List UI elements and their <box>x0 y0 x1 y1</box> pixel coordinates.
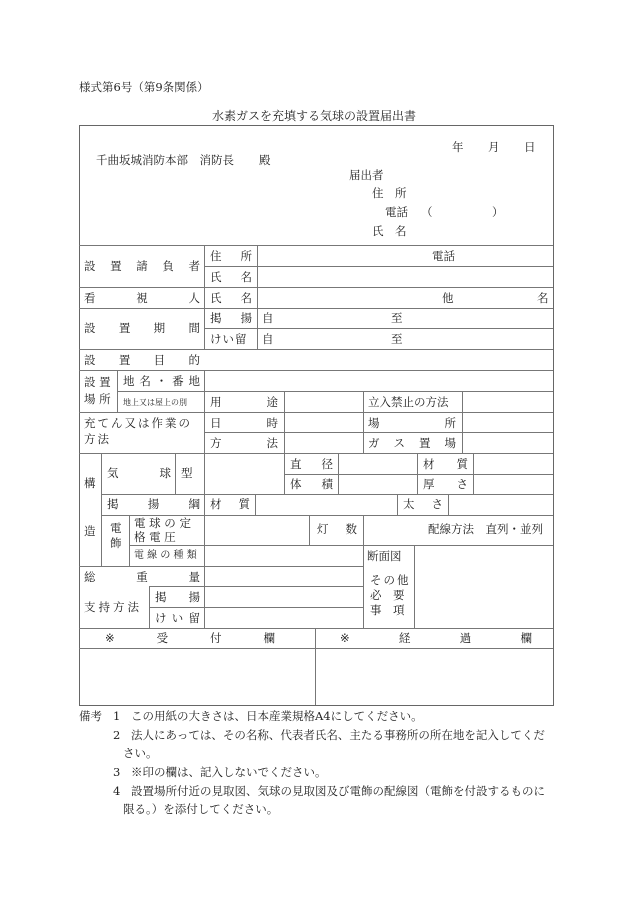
note-4-num: 4 <box>113 784 121 798</box>
balloon-type-suffix: 型 <box>181 466 193 480</box>
note-3-text: ※印の欄は、記入しないでください。 <box>131 765 327 779</box>
location-label-1: 設 置 <box>84 375 111 389</box>
period-raise-label: 掲 揚 <box>210 311 252 325</box>
gas-storage-label: ガ ス 置 場 <box>368 436 456 450</box>
page-title: 水素ガスを充填する気球の設置届出書 <box>212 109 417 123</box>
wiring-method[interactable]: 配線方法 直列・並列 <box>428 522 543 536</box>
note-2-text: 法人にあっては、その名称、代表者氏名、主たる事務所の所在地を記入してくだ <box>131 728 545 742</box>
rope-material-label: 材 質 <box>210 497 250 511</box>
applicant-label: 届出者 <box>349 168 384 182</box>
honorific: 殿 <box>259 153 271 167</box>
note-2-num: 2 <box>113 728 121 742</box>
contractor-label: 設 置 請 負 者 <box>84 259 200 273</box>
other-label-3: 事 項 <box>370 603 405 617</box>
watcher-others-suffix: 名 <box>537 291 549 305</box>
diameter-label: 直 径 <box>290 457 333 471</box>
ground-or-roof-label: 地上又は屋上の別 <box>123 398 187 407</box>
cross-section-label: 断面図 <box>367 549 402 563</box>
note-4-cont: 限る。）を添付してください。 <box>123 802 279 816</box>
note-1-text: この用紙の大きさは、日本産業規格A4にしてください。 <box>131 709 423 723</box>
date-day: 日 <box>524 140 536 154</box>
date-month: 月 <box>488 140 500 154</box>
period-raise-to: 至 <box>391 311 403 325</box>
contractor-address-field[interactable] <box>258 246 552 266</box>
use-label: 用 途 <box>210 395 278 409</box>
lamp-count-label: 灯 数 <box>317 522 357 536</box>
watcher-name-field[interactable] <box>258 288 552 308</box>
phone-close: ） <box>492 205 504 219</box>
name-label: 氏 名 <box>372 224 407 238</box>
note-4-text: 設置場所付近の見取図、気球の見取図及び電飾の配線図（電飾を付設するものに <box>131 784 545 798</box>
progress-header: ※ 経 過 欄 <box>340 631 532 645</box>
filling-label-1: 充てん又は作業の <box>84 416 192 430</box>
period-label: 設 置 期 間 <box>84 321 200 335</box>
support-label: 支持方法 <box>84 600 142 614</box>
method-label: 方 法 <box>210 436 278 450</box>
structure-label-top: 構 <box>84 476 96 490</box>
filling-label-2: 方法 <box>84 432 111 446</box>
watcher-name-label: 氏 名 <box>210 291 252 305</box>
form-id: 様式第6号（第9条関係） <box>79 80 209 94</box>
watcher-others: 他 <box>442 291 454 305</box>
wire-type-label: 電 線 の 種 類 <box>134 550 197 561</box>
progress-field <box>316 649 552 704</box>
material-label: 材 質 <box>423 457 468 471</box>
period-moor-from: 自 <box>262 332 274 346</box>
thickness-label: 厚 さ <box>423 477 468 491</box>
period-raise-from: 自 <box>262 311 274 325</box>
other-label-2: 必 要 <box>370 588 405 602</box>
reception-field <box>80 649 314 704</box>
support-moor-label: け い 留 <box>155 611 200 625</box>
illumination-label-top: 電 <box>110 521 122 535</box>
illumination-label-bottom: 飾 <box>110 536 122 550</box>
contractor-name-label: 氏 名 <box>210 270 252 284</box>
note-1-num: 1 <box>113 709 121 723</box>
period-moor-to: 至 <box>391 332 403 346</box>
note-2-cont: さい。 <box>123 746 158 760</box>
address-label: 住 所 <box>372 186 407 200</box>
location-address-field[interactable] <box>205 371 552 391</box>
datetime-label: 日 時 <box>210 416 278 430</box>
support-raise-label: 掲 揚 <box>155 590 200 604</box>
phone-open: （ <box>421 205 433 219</box>
other-label-1: その他 <box>370 573 411 587</box>
note-3-num: 3 <box>113 765 121 779</box>
purpose-label: 設 置 目 的 <box>84 353 200 367</box>
total-weight-field[interactable] <box>205 567 362 586</box>
rope-size-label: 太 さ <box>403 497 443 511</box>
date-year: 年 <box>452 140 464 154</box>
bulb-voltage-label-1: 電 球 の 定 <box>134 516 191 530</box>
bulb-voltage-label-2: 格 電 圧 <box>134 530 176 544</box>
watcher-label: 看 視 人 <box>84 291 200 305</box>
addressee: 千曲坂城消防本部 消防長 <box>96 153 234 167</box>
period-moor-label: けい留 <box>210 332 248 346</box>
other-field[interactable] <box>415 546 552 628</box>
reception-header: ※ 受 付 欄 <box>105 631 275 645</box>
location-address-label: 地 名 ・ 番 地 <box>123 374 200 388</box>
contractor-name-field[interactable] <box>258 267 552 287</box>
balloon-type-label: 気 球 <box>107 466 171 480</box>
volume-label: 体 積 <box>290 477 333 491</box>
total-weight-label: 総 重 量 <box>84 570 200 584</box>
no-entry-label: 立入禁止の方法 <box>368 395 449 409</box>
structure-label-bottom: 造 <box>84 524 96 538</box>
place-label: 場 所 <box>368 416 456 430</box>
notes-label: 備考 <box>79 709 102 723</box>
location-label-2: 場 所 <box>84 392 111 406</box>
phone-label: 電話 <box>385 205 408 219</box>
purpose-field[interactable] <box>205 350 552 370</box>
contractor-address-label: 住 所 <box>210 249 252 263</box>
contractor-phone-label: 電話 <box>432 249 455 263</box>
rope-label: 掲 揚 綱 <box>107 497 200 511</box>
